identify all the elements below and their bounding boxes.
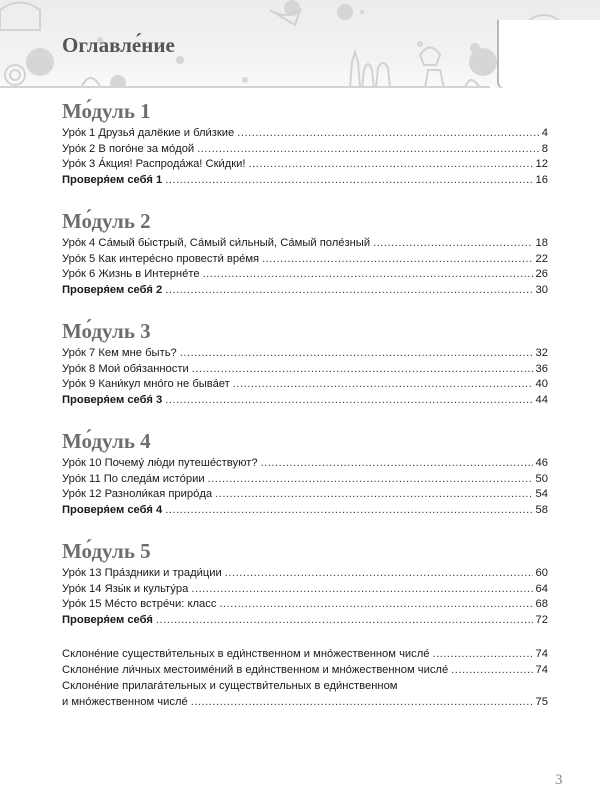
- dot-leader: [433, 646, 533, 662]
- entry-label: Уро́к 14 Язы́к и культу́ра: [62, 582, 189, 595]
- entry-label: Уро́к 1 Друзья́ далёкие и бли́зкие: [62, 127, 235, 139]
- entry-label-line2: и мно́жественном числе́: [62, 696, 188, 708]
- dot-leader: [261, 456, 533, 472]
- toc-entry-appendix[interactable]: [62, 662, 548, 678]
- module-title: Мо́дуль 3: [62, 319, 151, 343]
- entry-page: 54: [535, 488, 548, 500]
- dot-leader: [219, 597, 532, 613]
- dot-leader: [249, 157, 533, 173]
- dot-leader: [451, 662, 532, 678]
- toc-entry[interactable]: [62, 566, 548, 582]
- entry-page: 58: [535, 503, 548, 516]
- module-title: Мо́дуль 2: [62, 209, 151, 233]
- dot-leader: [203, 267, 533, 283]
- toc-entry-review[interactable]: [62, 393, 548, 409]
- table-of-contents: [62, 98, 548, 710]
- dot-leader: [156, 613, 533, 629]
- toc-entry[interactable]: [62, 142, 548, 158]
- toc-entry[interactable]: [62, 157, 548, 173]
- entry-page: 74: [535, 664, 548, 676]
- entry-label: Проверя́ем себя́: [62, 613, 153, 626]
- toc-entry[interactable]: [62, 456, 548, 472]
- toc-entry[interactable]: [62, 126, 548, 142]
- page-title: Оглавле́ние: [62, 33, 175, 57]
- toc-entry[interactable]: [62, 377, 548, 393]
- entry-label-line1: Склоне́ние прилага́тельных и существи́тельных в еди́нственном: [62, 680, 398, 692]
- entry-page: 12: [535, 158, 548, 170]
- entry-page: 16: [535, 173, 548, 186]
- entry-label: Уро́к 12 Разноли́кая приро́да: [62, 488, 213, 500]
- module-section: [62, 428, 548, 518]
- entry-label: Уро́к 2 В пого́не за мо́дой: [62, 142, 195, 155]
- header-divider: [0, 86, 490, 88]
- toc-entry-appendix-multiline[interactable]: [62, 678, 548, 710]
- toc-entry-review[interactable]: [62, 173, 548, 189]
- toc-entry[interactable]: [62, 472, 548, 488]
- entry-label: Проверя́ем себя́ 4: [62, 503, 163, 516]
- entry-label: Уро́к 5 Как интере́сно провести́ вре́мя: [62, 252, 260, 265]
- dot-leader: [165, 283, 532, 299]
- dot-leader: [373, 236, 532, 252]
- page-header-banner: [0, 0, 600, 88]
- entry-label: Уро́к 10 Почему́ лю́ди путеше́ствуют?: [62, 457, 258, 469]
- toc-entry[interactable]: [62, 267, 548, 283]
- entry-label: Склоне́ние ли́чных местоиме́ний в еди́нственном и мно́жественном числе́: [62, 664, 449, 676]
- module-section: [62, 538, 548, 628]
- toc-entry[interactable]: [62, 346, 548, 362]
- toc-entry-review[interactable]: [62, 503, 548, 519]
- entry-page: 8: [541, 142, 548, 155]
- dot-leader: [215, 487, 532, 503]
- entry-page: 40: [535, 378, 548, 390]
- entry-label: Уро́к 4 Са́мый бы́стрый, Са́мый си́льный, Са́мый поле́зный: [62, 237, 371, 249]
- dot-leader: [225, 566, 533, 582]
- toc-entry[interactable]: [62, 236, 548, 252]
- entry-page: 36: [535, 362, 548, 375]
- dot-leader: [165, 173, 532, 189]
- toc-entry[interactable]: [62, 252, 548, 268]
- entry-page: 18: [535, 237, 548, 249]
- toc-entry-review[interactable]: [62, 283, 548, 299]
- dot-leader: [197, 142, 539, 158]
- entry-label: Уро́к 9 Кани́кул мно́го не быва́ет: [62, 378, 230, 390]
- page-number: 3: [555, 772, 563, 788]
- entry-page: 50: [535, 472, 548, 485]
- entry-label: Уро́к 15 Ме́сто встре́чи: класс: [62, 598, 217, 610]
- toc-entry-appendix[interactable]: [62, 646, 548, 662]
- toc-entry[interactable]: [62, 582, 548, 598]
- entry-label: Уро́к 11 По следа́м исто́рии: [62, 472, 205, 485]
- dot-leader: [191, 582, 532, 598]
- entry-label: Уро́к 13 Пра́здники и тради́ции: [62, 567, 222, 579]
- module-section: [62, 208, 548, 298]
- dot-leader: [233, 377, 533, 393]
- module-section: [62, 318, 548, 408]
- header-tab-corner: [497, 20, 600, 88]
- entry-page: 32: [535, 347, 548, 359]
- entry-label: Проверя́ем себя́ 1: [62, 173, 163, 186]
- entry-label: Уро́к 6 Жизнь в Интерне́те: [62, 268, 200, 280]
- dot-leader: [165, 503, 532, 519]
- entry-page: 44: [535, 393, 548, 406]
- module-title: Мо́дуль 4: [62, 429, 151, 453]
- entry-page: 46: [535, 457, 548, 469]
- entry-label: Проверя́ем себя́ 3: [62, 393, 163, 406]
- entry-label: Уро́к 3 А́кция! Распрода́жа! Ски́дки!: [62, 158, 246, 170]
- dot-leader: [180, 346, 533, 362]
- dot-leader: [165, 393, 532, 409]
- entry-page: 60: [535, 567, 548, 579]
- toc-entry-review[interactable]: [62, 613, 548, 629]
- entry-page: 4: [541, 127, 548, 139]
- dot-leader: [237, 126, 538, 142]
- dot-leader: [192, 362, 533, 378]
- toc-entry[interactable]: [62, 597, 548, 613]
- entry-page: 30: [535, 283, 548, 296]
- entry-page: 74: [535, 648, 548, 660]
- dot-leader: [262, 252, 532, 268]
- entry-label: Склоне́ние существи́тельных в еди́нственном и мно́жественном числе́: [62, 648, 430, 660]
- entry-page: 68: [535, 598, 548, 610]
- module-section: [62, 98, 548, 188]
- dot-leader: [191, 694, 533, 710]
- entry-page: 26: [535, 268, 548, 280]
- entry-label: Уро́к 7 Кем мне быть?: [62, 347, 177, 359]
- entry-page: 64: [535, 582, 548, 595]
- dot-leader: [208, 472, 533, 488]
- entry-label: Проверя́ем себя́ 2: [62, 283, 163, 296]
- toc-entry[interactable]: [62, 487, 548, 503]
- entry-page: 22: [535, 252, 548, 265]
- entry-page: 72: [535, 613, 548, 626]
- module-title: Мо́дуль 1: [62, 99, 151, 123]
- entry-label: Уро́к 8 Мои́ обя́занности: [62, 362, 189, 375]
- toc-entry[interactable]: [62, 362, 548, 378]
- appendix-section: [62, 646, 548, 710]
- entry-page: 75: [535, 696, 548, 708]
- module-title: Мо́дуль 5: [62, 539, 151, 563]
